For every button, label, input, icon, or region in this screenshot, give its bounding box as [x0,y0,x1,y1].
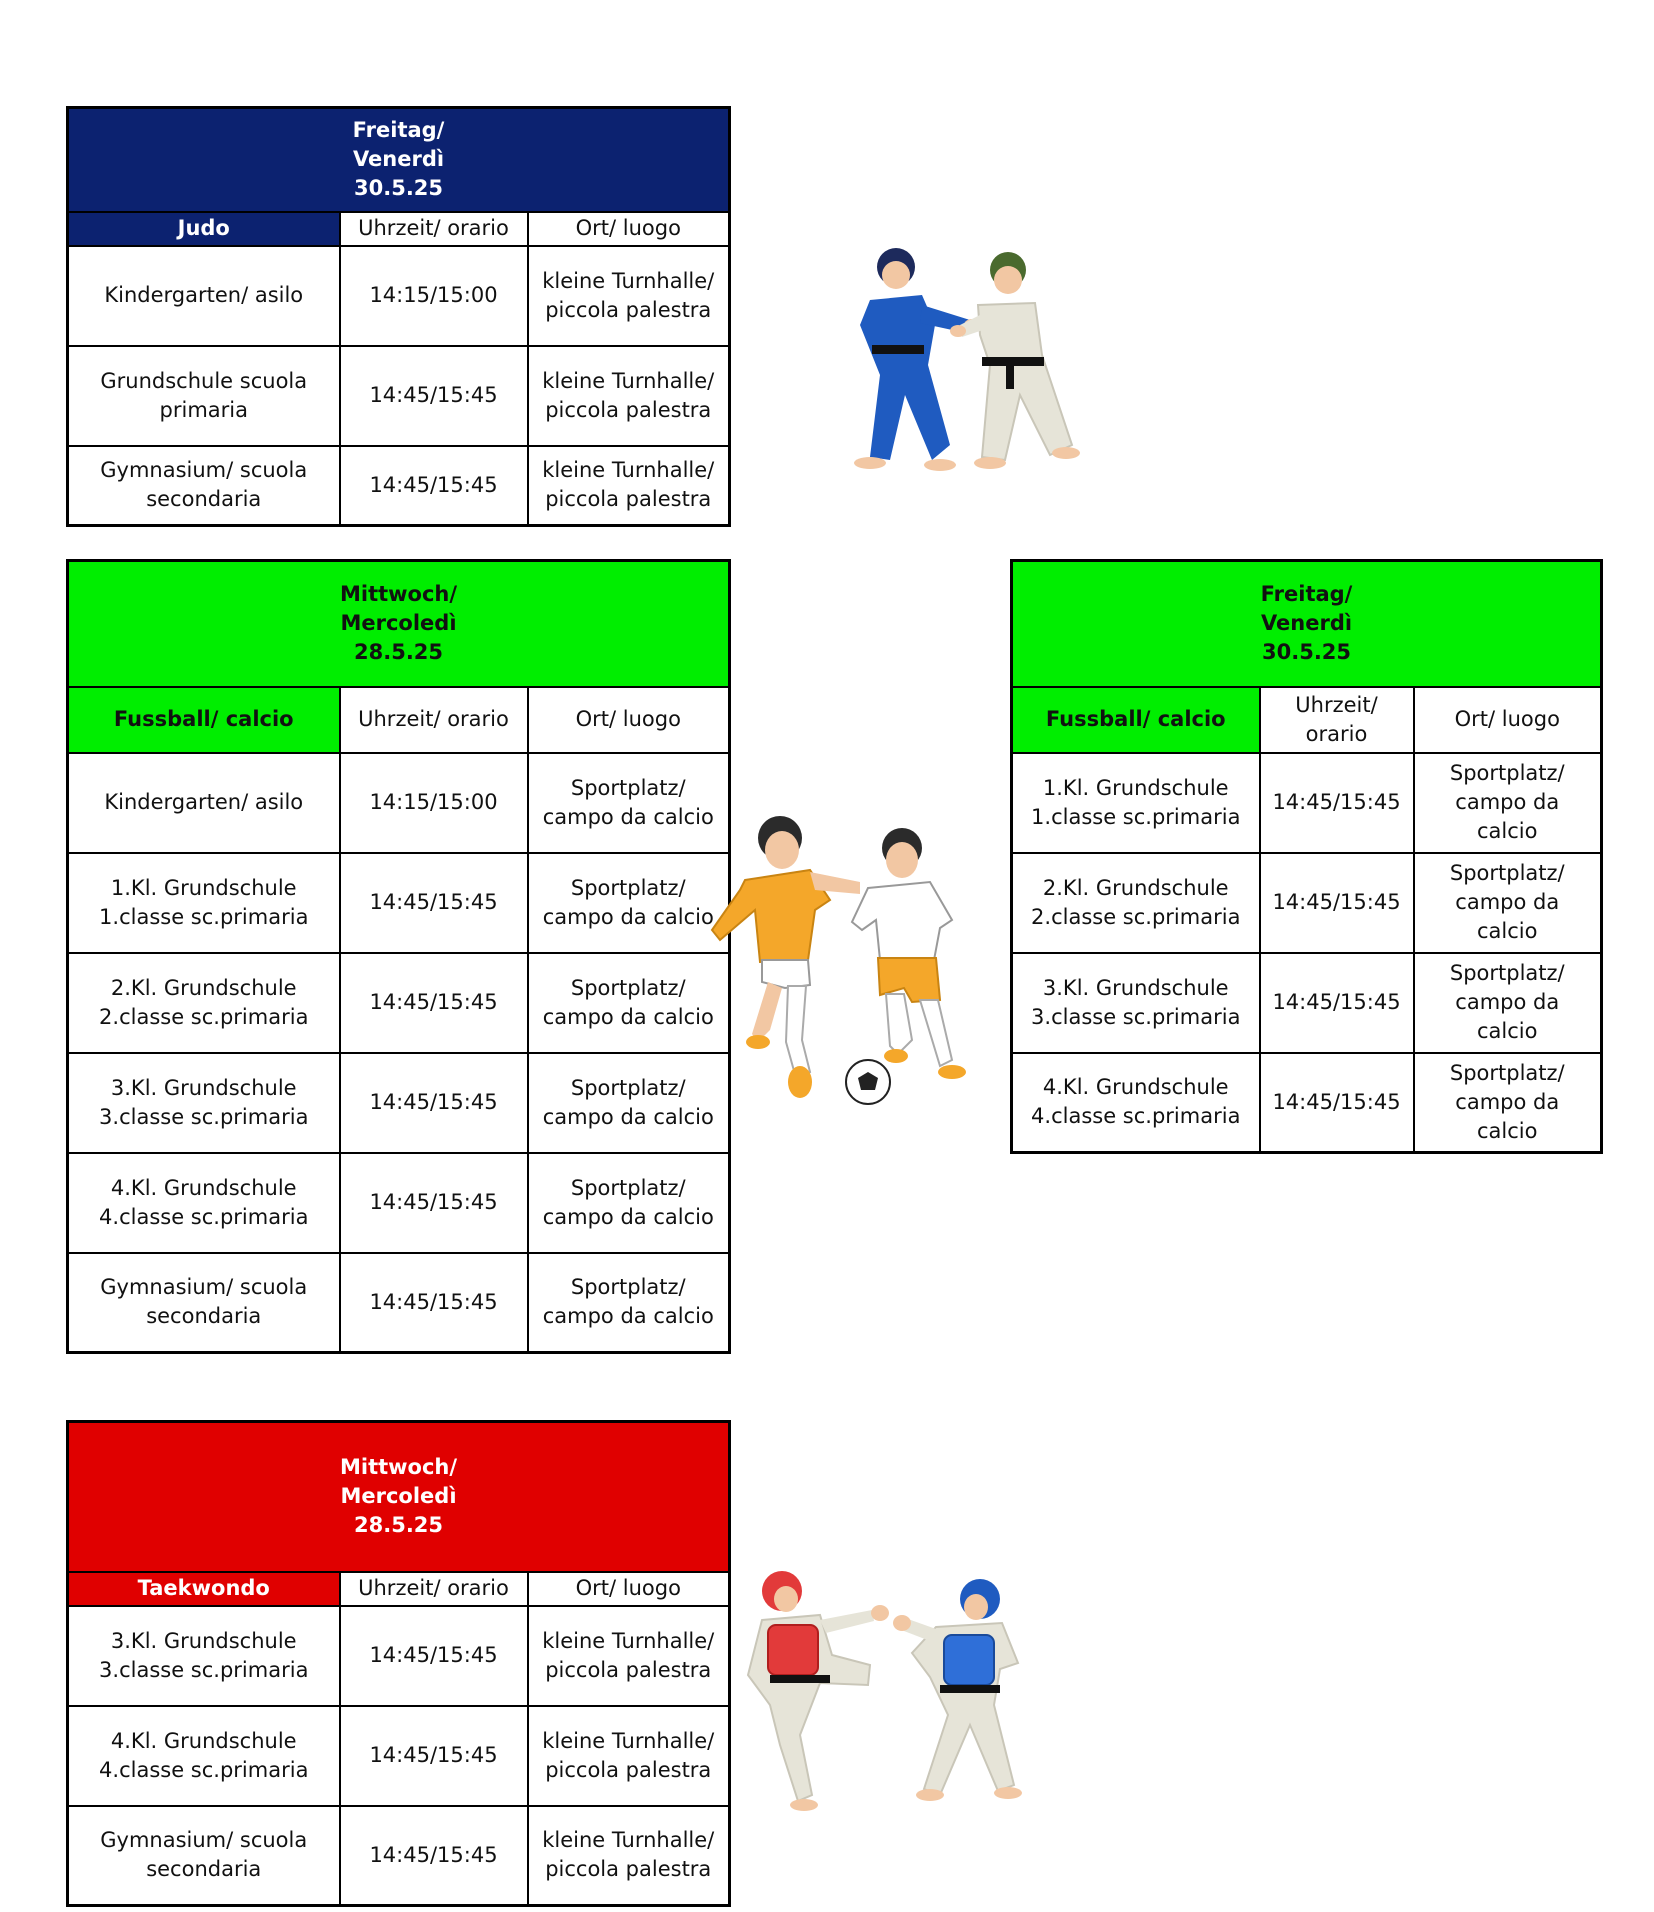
time-cell: 14:45/15:45 [340,1806,528,1906]
football-wed-time-header: Uhrzeit/ orario [340,687,528,753]
table-row [68,953,730,1053]
place-cell: kleine Turnhalle/ piccola palestra [528,1606,730,1706]
football-wednesday-table [66,559,731,1354]
time-cell: 14:45/15:45 [1260,753,1414,853]
football-wed-day-header: Mittwoch/ Mercoledì 28.5.25 [68,561,730,687]
place-cell: Sportplatz/ campo da calcio [528,1253,730,1353]
time-cell: 14:45/15:45 [340,953,528,1053]
group-cell: 4.Kl. Grundschule 4.classe sc.primaria [68,1153,340,1253]
place-cell: Sportplatz/ campo da calcio [528,853,730,953]
taekwondo-place-header: Ort/ luogo [528,1572,730,1606]
time-cell: 14:45/15:45 [1260,953,1414,1053]
time-cell: 14:45/15:45 [340,1153,528,1253]
group-cell: 4.Kl. Grundschule 4.classe sc.primaria [1012,1053,1260,1153]
table-row [68,1806,730,1906]
time-cell: 14:45/15:45 [340,446,528,526]
group-cell: Kindergarten/ asilo [68,246,340,346]
group-cell: 2.Kl. Grundschule 2.classe sc.primaria [68,953,340,1053]
taekwondo-day-header: Mittwoch/ Mercoledì 28.5.25 [68,1422,730,1572]
group-cell: Gymnasium/ scuola secondaria [68,1253,340,1353]
taekwondo-time-header: Uhrzeit/ orario [340,1572,528,1606]
table-row [1012,953,1602,1053]
table-row [68,446,730,526]
group-cell: Gymnasium/ scuola secondaria [68,446,340,526]
group-cell: 3.Kl. Grundschule 3.classe sc.primaria [68,1606,340,1706]
table-row [1012,1053,1602,1153]
judo-sport-label: Judo [68,212,340,246]
group-cell: 1.Kl. Grundschule 1.classe sc.primaria [68,853,340,953]
place-cell: kleine Turnhalle/ piccola palestra [528,1806,730,1906]
judo-illustration [810,245,1090,490]
judo-place-header: Ort/ luogo [528,212,730,246]
table-row [68,753,730,853]
place-cell: Sportplatz/ campo da calcio [528,953,730,1053]
judo-time-header: Uhrzeit/ orario [340,212,528,246]
time-cell: 14:15/15:00 [340,246,528,346]
judo-schedule-table [66,106,731,527]
group-cell: 2.Kl. Grundschule 2.classe sc.primaria [1012,853,1260,953]
group-cell: Kindergarten/ asilo [68,753,340,853]
table-row [1012,853,1602,953]
football-fri-sport-label: Fussball/ calcio [1012,687,1260,753]
place-cell: Sportplatz/ campo da calcio [1414,953,1602,1053]
group-cell: 1.Kl. Grundschule 1.classe sc.primaria [1012,753,1260,853]
time-cell: 14:45/15:45 [1260,1053,1414,1153]
place-cell: Sportplatz/ campo da calcio [528,1153,730,1253]
football-friday-table [1010,559,1603,1154]
time-cell: 14:45/15:45 [340,1706,528,1806]
place-cell: kleine Turnhalle/ piccola palestra [528,246,730,346]
table-row [68,1253,730,1353]
place-cell: kleine Turnhalle/ piccola palestra [528,446,730,526]
group-cell: 4.Kl. Grundschule 4.classe sc.primaria [68,1706,340,1806]
time-cell: 14:45/15:45 [340,853,528,953]
time-cell: 14:45/15:45 [340,346,528,446]
table-row [68,853,730,953]
table-row [68,346,730,446]
place-cell: Sportplatz/ campo da calcio [1414,853,1602,953]
time-cell: 14:45/15:45 [340,1053,528,1153]
football-fri-day-header: Freitag/ Venerdì 30.5.25 [1012,561,1602,687]
group-cell: Grundschule scuola primaria [68,346,340,446]
taekwondo-illustration [740,1565,1030,1825]
place-cell: kleine Turnhalle/ piccola palestra [528,346,730,446]
football-wed-place-header: Ort/ luogo [528,687,730,753]
taekwondo-sport-label: Taekwondo [68,1572,340,1606]
table-row [68,1706,730,1806]
group-cell: 3.Kl. Grundschule 3.classe sc.primaria [1012,953,1260,1053]
table-row [68,246,730,346]
place-cell: Sportplatz/ campo da calcio [1414,1053,1602,1153]
place-cell: Sportplatz/ campo da calcio [1414,753,1602,853]
time-cell: 14:45/15:45 [340,1253,528,1353]
place-cell: Sportplatz/ campo da calcio [528,1053,730,1153]
football-fri-place-header: Ort/ luogo [1414,687,1602,753]
football-fri-time-header: Uhrzeit/ orario [1260,687,1414,753]
table-row [68,1053,730,1153]
place-cell: kleine Turnhalle/ piccola palestra [528,1706,730,1806]
group-cell: 3.Kl. Grundschule 3.classe sc.primaria [68,1053,340,1153]
time-cell: 14:45/15:45 [1260,853,1414,953]
time-cell: 14:45/15:45 [340,1606,528,1706]
table-row [1012,753,1602,853]
football-wed-sport-label: Fussball/ calcio [68,687,340,753]
table-row [68,1153,730,1253]
place-cell: Sportplatz/ campo da calcio [528,753,730,853]
taekwondo-schedule-table [66,1420,731,1907]
judo-day-header: Freitag/ Venerdì 30.5.25 [68,108,730,212]
group-cell: Gymnasium/ scuola secondaria [68,1806,340,1906]
table-row [68,1606,730,1706]
time-cell: 14:15/15:00 [340,753,528,853]
football-illustration [690,810,990,1115]
